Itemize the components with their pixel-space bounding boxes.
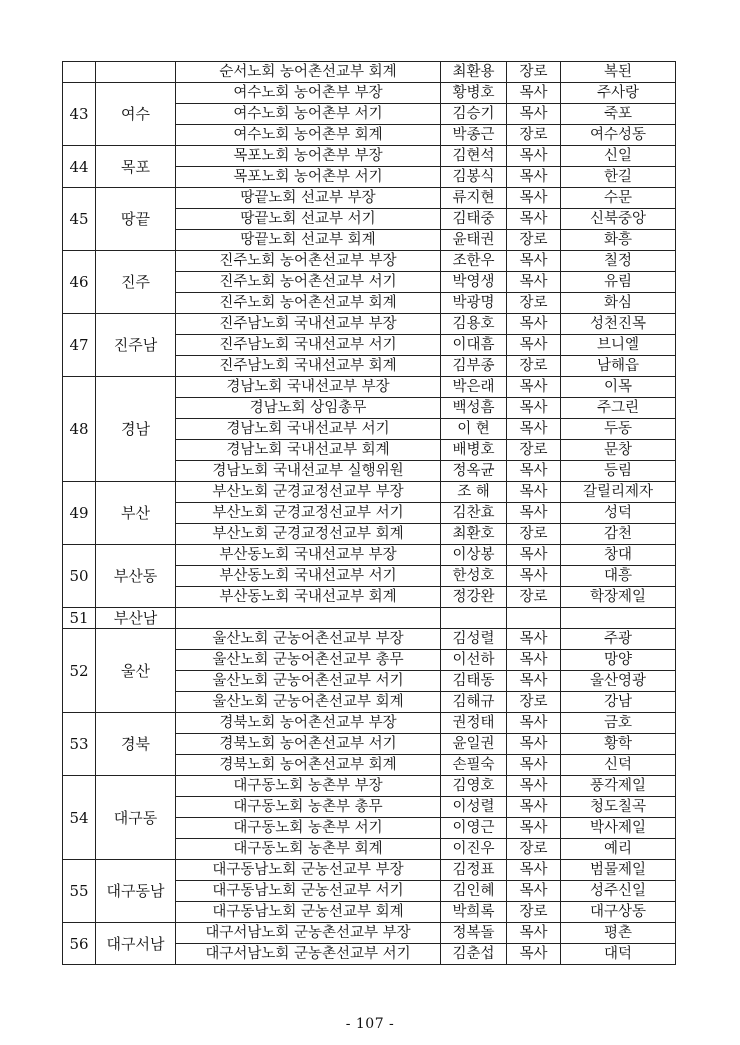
title-cell: 장로 <box>507 902 561 923</box>
person-name-cell: 이영근 <box>441 818 507 839</box>
church-cell: 대구상동 <box>561 902 676 923</box>
region-name: 울산 <box>96 629 176 713</box>
title-cell: 목사 <box>507 188 561 209</box>
church-cell: 박사제일 <box>561 818 676 839</box>
title-cell: 목사 <box>507 272 561 293</box>
person-name-cell: 최환호 <box>441 524 507 545</box>
position-cell: 목포노회 농어촌부 부장 <box>176 146 441 167</box>
roster-table <box>62 61 676 965</box>
person-name-cell: 조한우 <box>441 251 507 272</box>
table-row <box>63 188 676 209</box>
group-number: 46 <box>63 251 96 314</box>
position-cell: 경북노회 농어촌선교부 서기 <box>176 734 441 755</box>
title-cell: 목사 <box>507 923 561 944</box>
church-cell: 신일 <box>561 146 676 167</box>
church-cell: 등림 <box>561 461 676 482</box>
position-cell: 대구동남노회 군농선교부 회계 <box>176 902 441 923</box>
church-cell: 망양 <box>561 650 676 671</box>
church-cell: 평촌 <box>561 923 676 944</box>
region-name: 대구동남 <box>96 860 176 923</box>
table-row <box>63 923 676 944</box>
church-cell: 황학 <box>561 734 676 755</box>
person-name-cell: 손필숙 <box>441 755 507 776</box>
position-cell: 울산노회 군농어촌선교부 회계 <box>176 692 441 713</box>
person-name-cell: 김용호 <box>441 314 507 335</box>
title-cell: 장로 <box>507 524 561 545</box>
title-cell: 장로 <box>507 293 561 314</box>
church-cell: 울산영광 <box>561 671 676 692</box>
position-cell: 땅끝노회 선교부 부장 <box>176 188 441 209</box>
title-cell: 목사 <box>507 482 561 503</box>
church-cell: 브니엘 <box>561 335 676 356</box>
person-name-cell: 박희록 <box>441 902 507 923</box>
person-name-cell: 김인혜 <box>441 881 507 902</box>
position-cell: 대구동남노회 군농선교부 부장 <box>176 860 441 881</box>
position-cell: 진주노회 농어촌선교부 서기 <box>176 272 441 293</box>
position-cell: 진주남노회 국내선교부 서기 <box>176 335 441 356</box>
region-name: 부산남 <box>96 608 176 629</box>
region-name: 여수 <box>96 83 176 146</box>
region-name: 땅끝 <box>96 188 176 251</box>
region-name: 대구서남 <box>96 923 176 965</box>
table-row <box>63 377 676 398</box>
person-name-cell: 황병호 <box>441 83 507 104</box>
title-cell: 목사 <box>507 629 561 650</box>
title-cell: 목사 <box>507 461 561 482</box>
position-cell: 대구동남노회 군농선교부 서기 <box>176 881 441 902</box>
title-cell: 목사 <box>507 671 561 692</box>
position-cell: 진주남노회 국내선교부 회계 <box>176 356 441 377</box>
position-cell: 여수노회 농어촌부 서기 <box>176 104 441 125</box>
title-cell: 목사 <box>507 314 561 335</box>
table-row <box>63 62 676 83</box>
region-name: 목포 <box>96 146 176 188</box>
person-name-cell: 김봉식 <box>441 167 507 188</box>
region-name: 진주 <box>96 251 176 314</box>
person-name-cell: 김승기 <box>441 104 507 125</box>
title-cell: 목사 <box>507 545 561 566</box>
region-name: 진주남 <box>96 314 176 377</box>
position-cell: 대구서남노회 군농촌선교부 서기 <box>176 944 441 965</box>
group-number: 47 <box>63 314 96 377</box>
person-name-cell: 김태중 <box>441 209 507 230</box>
person-name-cell: 조 해 <box>441 482 507 503</box>
person-name-cell: 이상봉 <box>441 545 507 566</box>
church-cell: 신북중앙 <box>561 209 676 230</box>
person-name-cell: 김찬효 <box>441 503 507 524</box>
title-cell: 목사 <box>507 209 561 230</box>
table-row <box>63 713 676 734</box>
title-cell: 목사 <box>507 713 561 734</box>
title-cell: 목사 <box>507 860 561 881</box>
person-name-cell: 정복돌 <box>441 923 507 944</box>
title-cell: 장로 <box>507 356 561 377</box>
person-name-cell: 최환용 <box>441 62 507 83</box>
church-cell: 성덕 <box>561 503 676 524</box>
person-name-cell: 김춘섭 <box>441 944 507 965</box>
person-name-cell: 김해규 <box>441 692 507 713</box>
church-cell: 주광 <box>561 629 676 650</box>
title-cell: 목사 <box>507 167 561 188</box>
church-cell <box>561 608 676 629</box>
church-cell: 성천진목 <box>561 314 676 335</box>
table-row <box>63 608 676 629</box>
title-cell: 목사 <box>507 419 561 440</box>
position-cell: 경남노회 상임총무 <box>176 398 441 419</box>
church-cell: 남해읍 <box>561 356 676 377</box>
person-name-cell: 이 현 <box>441 419 507 440</box>
position-cell: 진주노회 농어촌선교부 회계 <box>176 293 441 314</box>
position-cell: 경북노회 농어촌선교부 부장 <box>176 713 441 734</box>
position-cell: 대구동노회 농촌부 서기 <box>176 818 441 839</box>
person-name-cell: 정옥균 <box>441 461 507 482</box>
title-cell: 장로 <box>507 125 561 146</box>
church-cell: 복된 <box>561 62 676 83</box>
position-cell: 경남노회 국내선교부 실행위원 <box>176 461 441 482</box>
person-name-cell: 이선하 <box>441 650 507 671</box>
position-cell: 여수노회 농어촌부 회계 <box>176 125 441 146</box>
position-cell: 순서노회 농어촌선교부 회계 <box>176 62 441 83</box>
table-row <box>63 482 676 503</box>
title-cell: 장로 <box>507 587 561 608</box>
church-cell: 청도칠곡 <box>561 797 676 818</box>
church-cell: 갈릴리제자 <box>561 482 676 503</box>
position-cell: 부산노회 군경교정선교부 회계 <box>176 524 441 545</box>
position-cell: 대구동노회 농촌부 회계 <box>176 839 441 860</box>
title-cell: 목사 <box>507 377 561 398</box>
region-name: 부산 <box>96 482 176 545</box>
person-name-cell: 김태동 <box>441 671 507 692</box>
group-number: 45 <box>63 188 96 251</box>
church-cell: 유림 <box>561 272 676 293</box>
position-cell <box>176 608 441 629</box>
position-cell: 대구동노회 농촌부 부장 <box>176 776 441 797</box>
group-number: 49 <box>63 482 96 545</box>
church-cell: 두동 <box>561 419 676 440</box>
church-cell: 주사랑 <box>561 83 676 104</box>
page-number: - 107 - <box>345 1016 395 1032</box>
person-name-cell: 정강완 <box>441 587 507 608</box>
church-cell: 화흥 <box>561 230 676 251</box>
position-cell: 울산노회 군농어촌선교부 총무 <box>176 650 441 671</box>
table-row <box>63 83 676 104</box>
group-number: 56 <box>63 923 96 965</box>
person-name-cell: 한성호 <box>441 566 507 587</box>
church-cell: 칠정 <box>561 251 676 272</box>
church-cell: 창대 <box>561 545 676 566</box>
table-row <box>63 629 676 650</box>
group-number: 54 <box>63 776 96 860</box>
title-cell: 목사 <box>507 251 561 272</box>
church-cell: 학장제일 <box>561 587 676 608</box>
group-number: 43 <box>63 83 96 146</box>
church-cell: 주그린 <box>561 398 676 419</box>
person-name-cell: 배병호 <box>441 440 507 461</box>
person-name-cell: 류지현 <box>441 188 507 209</box>
church-cell: 금호 <box>561 713 676 734</box>
title-cell: 장로 <box>507 440 561 461</box>
group-number: 51 <box>63 608 96 629</box>
position-cell: 부산동노회 국내선교부 부장 <box>176 545 441 566</box>
church-cell: 화심 <box>561 293 676 314</box>
church-cell: 여수성동 <box>561 125 676 146</box>
church-cell: 수문 <box>561 188 676 209</box>
church-cell: 대덕 <box>561 944 676 965</box>
group-number: 48 <box>63 377 96 482</box>
church-cell: 범물제일 <box>561 860 676 881</box>
title-cell: 목사 <box>507 797 561 818</box>
region-name: 경북 <box>96 713 176 776</box>
position-cell: 경남노회 국내선교부 부장 <box>176 377 441 398</box>
roster-sheet <box>62 61 675 965</box>
church-cell: 감천 <box>561 524 676 545</box>
person-name-cell: 김성렬 <box>441 629 507 650</box>
region-name: 경남 <box>96 377 176 482</box>
title-cell: 목사 <box>507 776 561 797</box>
church-cell: 성주신일 <box>561 881 676 902</box>
position-cell: 부산동노회 국내선교부 회계 <box>176 587 441 608</box>
position-cell: 부산노회 군경교정선교부 부장 <box>176 482 441 503</box>
title-cell: 목사 <box>507 818 561 839</box>
title-cell: 장로 <box>507 230 561 251</box>
table-row <box>63 146 676 167</box>
group-number: 55 <box>63 860 96 923</box>
person-name-cell: 윤태권 <box>441 230 507 251</box>
church-cell: 이목 <box>561 377 676 398</box>
person-name-cell: 이성렬 <box>441 797 507 818</box>
person-name-cell <box>441 608 507 629</box>
title-cell: 목사 <box>507 566 561 587</box>
church-cell: 문창 <box>561 440 676 461</box>
title-cell: 장로 <box>507 62 561 83</box>
church-cell: 예리 <box>561 839 676 860</box>
person-name-cell: 이진우 <box>441 839 507 860</box>
title-cell: 목사 <box>507 944 561 965</box>
person-name-cell: 윤일권 <box>441 734 507 755</box>
position-cell: 경남노회 국내선교부 서기 <box>176 419 441 440</box>
title-cell: 목사 <box>507 734 561 755</box>
person-name-cell: 박종근 <box>441 125 507 146</box>
group-number: 53 <box>63 713 96 776</box>
table-row <box>63 545 676 566</box>
position-cell: 진주노회 농어촌선교부 부장 <box>176 251 441 272</box>
church-cell: 신덕 <box>561 755 676 776</box>
church-cell: 한길 <box>561 167 676 188</box>
position-cell: 땅끝노회 선교부 회계 <box>176 230 441 251</box>
church-cell: 죽포 <box>561 104 676 125</box>
position-cell: 울산노회 군농어촌선교부 부장 <box>176 629 441 650</box>
position-cell: 대구서남노회 군농촌선교부 부장 <box>176 923 441 944</box>
church-cell: 대흥 <box>561 566 676 587</box>
person-name-cell: 김부종 <box>441 356 507 377</box>
region-name: 대구동 <box>96 776 176 860</box>
title-cell: 장로 <box>507 692 561 713</box>
table-row <box>63 251 676 272</box>
position-cell: 땅끝노회 선교부 서기 <box>176 209 441 230</box>
title-cell: 목사 <box>507 650 561 671</box>
person-name-cell: 백성흠 <box>441 398 507 419</box>
title-cell: 목사 <box>507 83 561 104</box>
group-number <box>63 62 96 83</box>
group-number: 50 <box>63 545 96 608</box>
title-cell: 목사 <box>507 881 561 902</box>
position-cell: 부산노회 군경교정선교부 서기 <box>176 503 441 524</box>
group-number: 44 <box>63 146 96 188</box>
church-cell: 강남 <box>561 692 676 713</box>
position-cell: 경북노회 농어촌선교부 회계 <box>176 755 441 776</box>
church-cell: 풍각제일 <box>561 776 676 797</box>
table-row <box>63 860 676 881</box>
region-name <box>96 62 176 83</box>
title-cell: 목사 <box>507 503 561 524</box>
table-row <box>63 314 676 335</box>
title-cell: 목사 <box>507 755 561 776</box>
position-cell: 대구동노회 농촌부 총무 <box>176 797 441 818</box>
table-row <box>63 776 676 797</box>
title-cell: 목사 <box>507 398 561 419</box>
position-cell: 진주남노회 국내선교부 부장 <box>176 314 441 335</box>
person-name-cell: 김정표 <box>441 860 507 881</box>
person-name-cell: 이대흠 <box>441 335 507 356</box>
group-number: 52 <box>63 629 96 713</box>
roster-body <box>63 62 676 965</box>
region-name: 부산동 <box>96 545 176 608</box>
title-cell: 목사 <box>507 335 561 356</box>
person-name-cell: 박광명 <box>441 293 507 314</box>
person-name-cell: 권정태 <box>441 713 507 734</box>
person-name-cell: 박은래 <box>441 377 507 398</box>
position-cell: 여수노회 농어촌부 부장 <box>176 83 441 104</box>
person-name-cell: 박영생 <box>441 272 507 293</box>
title-cell <box>507 608 561 629</box>
title-cell: 목사 <box>507 104 561 125</box>
person-name-cell: 김영호 <box>441 776 507 797</box>
person-name-cell: 김현석 <box>441 146 507 167</box>
position-cell: 목포노회 농어촌부 서기 <box>176 167 441 188</box>
position-cell: 울산노회 군농어촌선교부 서기 <box>176 671 441 692</box>
position-cell: 부산동노회 국내선교부 서기 <box>176 566 441 587</box>
position-cell: 경남노회 국내선교부 회계 <box>176 440 441 461</box>
title-cell: 목사 <box>507 146 561 167</box>
title-cell: 장로 <box>507 839 561 860</box>
